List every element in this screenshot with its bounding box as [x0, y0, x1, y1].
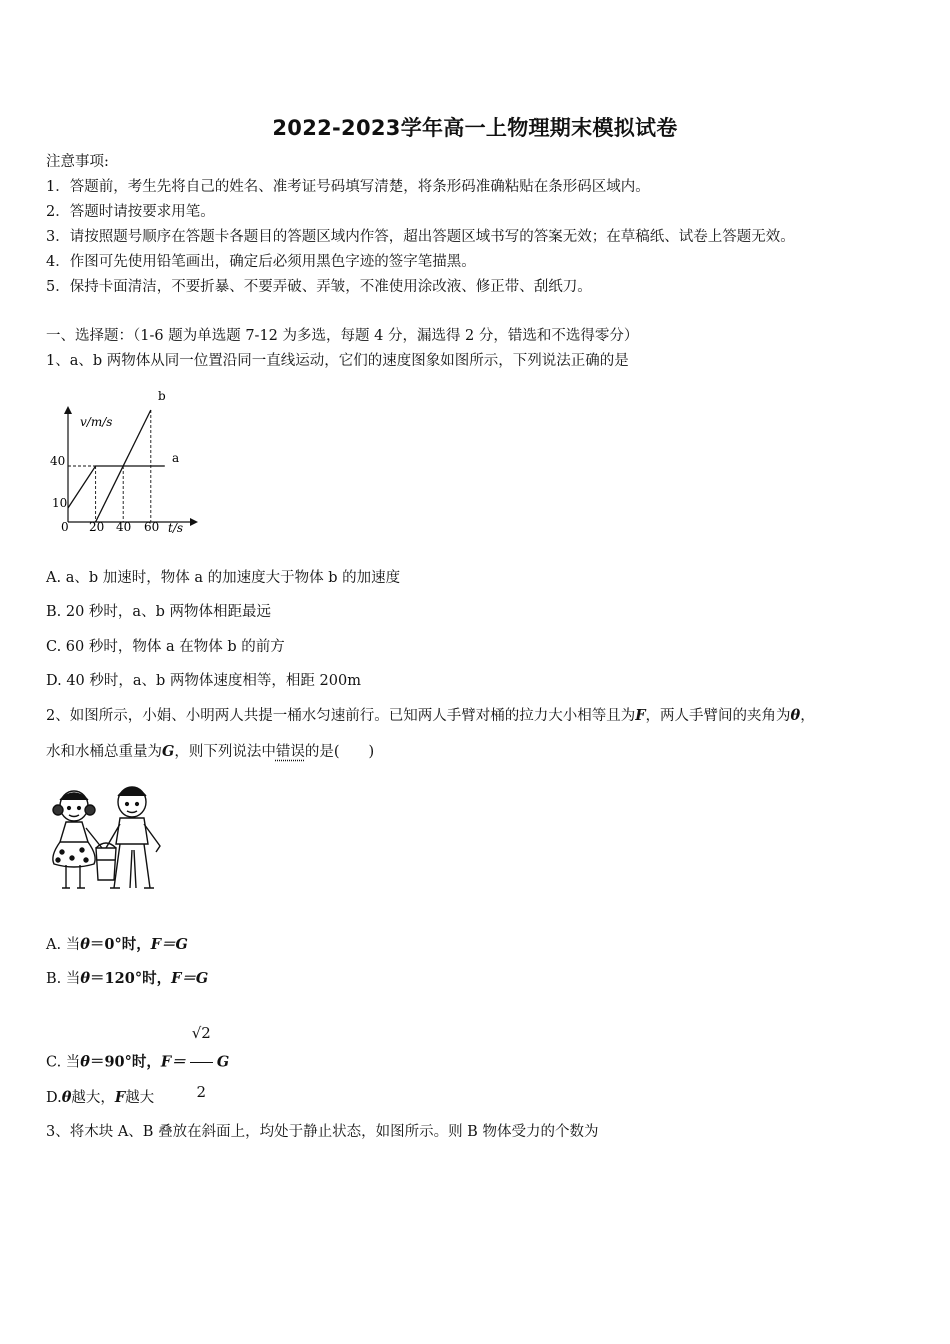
q2-stem-line2-a: 水和水桶总重量为 — [46, 744, 162, 760]
x-tick-20: 20 — [89, 520, 105, 534]
y-tick-40: 40 — [50, 454, 66, 468]
question-3-stem: 3、将木块 A、B 叠放在斜面上，均处于静止状态，如图所示。则 B 物体受力的个数为 — [46, 1124, 599, 1140]
question-1-stem: 1、a、b 两物体从同一位置沿同一直线运动，它们的速度图象如图所示，下列说法正确的是 — [46, 353, 629, 369]
sqrt2-over-2-fraction — [190, 1004, 213, 1121]
x-tick-40: 40 — [116, 520, 132, 534]
q2-option-c-G: G — [216, 1053, 230, 1071]
q2-stem-part3: ， — [800, 708, 815, 724]
q1-option-a: A. a、b 加速时，物体 a 的加速度大于物体 b 的加速度 — [46, 570, 401, 586]
q2-emphasis-word: 错误 — [275, 744, 305, 760]
fraction-numerator: √2 — [190, 1004, 213, 1063]
q2-var-G: G — [162, 743, 175, 760]
notice-item-1: 1．答题前，考生先将自己的姓名、准考证号码填写清楚，将条形码准确粘贴在条形码区域内。 — [46, 179, 650, 195]
q2-option-c-prefix: C. 当 — [46, 1054, 81, 1071]
q2-stem-part2: ，两人手臂间的夹角为 — [645, 708, 791, 724]
notice-item-5: 5．保持卡面清洁，不要折暴、不要弄破、弄皱，不准使用涂改液、修正带、刮纸刀。 — [46, 279, 592, 295]
q2-var-theta: θ — [790, 707, 801, 724]
children-carrying-bucket-illustration — [44, 780, 174, 900]
y-axis-arrow — [64, 406, 72, 414]
question-2-stem-line1 — [46, 706, 815, 726]
q2-option-d-mid: 越大， — [71, 1090, 115, 1106]
velocity-time-graph — [44, 384, 204, 544]
section-heading: 一、选择题：（1-6 题为单选题 7-12 为多选，每题 4 分，漏选得 2 分，错选和不选得零分） — [46, 328, 639, 344]
q2-option-b-mid: ＝120°时， — [90, 970, 172, 987]
q1-option-c: C. 60 秒时，物体 a 在物体 b 的前方 — [46, 639, 285, 655]
q2-option-c-mid: ＝90°时， — [89, 1053, 161, 1071]
q2-option-d-F: F — [114, 1089, 126, 1106]
series-line-a — [68, 466, 151, 508]
q2-option-a-tail: F＝G — [150, 936, 188, 953]
q2-option-d — [46, 1088, 154, 1108]
x-axis-label: t/s — [168, 521, 184, 535]
y-axis-label: v/m/s — [80, 415, 113, 429]
q2-stem-part1: 2、如图所示，小娟、小明两人共提一桶水匀速前行。已知两人手臂对桶的拉力大小相等且为 — [46, 708, 636, 724]
notice-item-4: 4．作图可先使用铅笔画出，确定后必须用黑色字迹的签字笔描黑。 — [46, 254, 476, 270]
q2-stem-line2-b: ，则下列说法中 — [174, 744, 276, 760]
q2-option-b-prefix: B. 当 — [46, 971, 81, 987]
q2-option-a — [46, 935, 188, 955]
series-label-a: a — [172, 451, 180, 465]
notice-item-3: 3．请按照题号顺序在答题卡各题目的答题区域内作答，超出答题区域书写的答案无效；在草稿纸、试卷上答题无效。 — [46, 229, 795, 245]
q2-option-c-theta: θ — [80, 1053, 90, 1071]
q2-var-F: F — [635, 707, 646, 724]
q2-option-a-mid: ＝0°时， — [89, 936, 151, 953]
q1-option-d: D. 40 秒时，a、b 两物体速度相等，相距 200m — [46, 673, 361, 689]
q2-option-a-theta: θ — [80, 936, 90, 953]
series-label-b: b — [158, 389, 166, 403]
x-axis-arrow — [190, 518, 198, 526]
q2-option-c-F: F＝ — [160, 1053, 186, 1071]
fraction-denominator: 2 — [196, 1083, 207, 1101]
q2-option-b-tail: F＝G — [171, 970, 209, 987]
q2-option-d-theta: θ — [61, 1089, 72, 1106]
x-tick-0: 0 — [61, 520, 69, 534]
q2-option-a-prefix: A. 当 — [46, 937, 81, 953]
question-2-stem-line2 — [46, 742, 374, 762]
x-tick-60: 60 — [144, 520, 160, 534]
notice-heading: 注意事项: — [46, 154, 109, 170]
q2-option-d-prefix: D. — [46, 1090, 62, 1106]
y-tick-10: 10 — [52, 496, 68, 510]
q2-stem-line2-c: 的是( ) — [304, 744, 375, 760]
q1-option-b: B. 20 秒时，a、b 两物体相距最远 — [46, 604, 271, 620]
q2-option-b — [46, 969, 208, 989]
notice-item-2: 2．答题时请按要求用笔。 — [46, 204, 215, 220]
q2-option-b-theta: θ — [80, 970, 91, 987]
page-title: 2022-2023学年高一上物理期末模拟试卷 — [272, 116, 678, 140]
q2-option-d-tail: 越大 — [125, 1090, 155, 1106]
